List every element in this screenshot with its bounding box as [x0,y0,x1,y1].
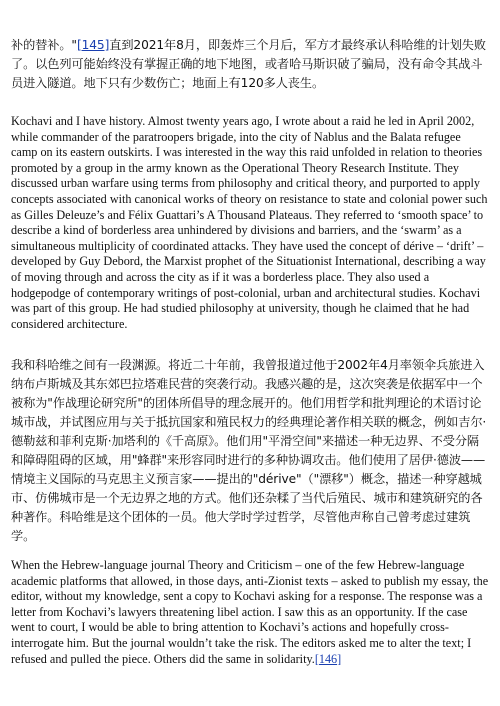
footnote-link-145[interactable]: [145] [76,38,110,52]
paragraph-english-2 [11,558,489,667]
paragraph-text: 补的替补。" [11,38,77,52]
paragraph-text: 直到2021年8月，即轰炸三个月后，军方才最终承认科哈维的计划失败了。以色列可能始终没有掌握正确的地下地图，或者哈马斯识破了骗局，没有命令其战斗员进入隧道。地下只有少数伤亡；地面上有120多人丧生。 [11,38,486,90]
paragraph-chinese-1 [11,36,489,93]
footnote-link-146[interactable]: [146] [314,651,342,666]
paragraph-chinese-2: 我和科哈维之间有一段渊源。将近二十年前，我曾报道过他于2002年4月率领伞兵旅进入纳布卢斯城及其东郊巴拉塔难民营的突袭行动。我感兴趣的是，这次突袭是依据军中一个被称为"作战理论研究所"的团体所倡导的理念展开的。他们用哲学和批判理论的术语讨论城市战，并试图应用与关于抵抗国家和殖民权力的经典理论著作相关联的概念，例如吉尔·德勒兹和菲利克斯·加塔利的《千高原》。他们用"平滑空间"来描述一种无边界、不受分隔和障碍阻碍的区域，用"蜂群"来形容同时进行的多种协调攻击。他们使用了居伊·德波——情境主义国际的马克思主义预言家——提出的"dérive"（"漂移"）概念，描述一种穿越城市、仿佛城市是一个无边界之地的方式。他们还杂糅了当代后殖民、城市和建筑研究的各种著作。科哈维是这个团体的一员。他大学时学过哲学，尽管他声称自己曾考虑过建筑学。 [11,358,487,543]
paragraph-english-1: Kochavi and I have history. Almost twenty years ago, I wrote about a raid he led in April 2002, while commander of the paratroopers brigade, into the city of Nablus and the Balata refugee camp on its eastern outskirts. I was interested in the way this raid unfolded in relation to theories promoted by a group in the army known as the Operational Theory Research Institute. They discussed urban warfare using terms from philosophy and critical theory, and purported to apply concepts associated with canonical works of theory on resistance to state and colonial power such as Gilles Deleuze’s and Félix Guattari’s A Thousand Plateaus. They referred to ‘smooth space’ to describe a kind of borderless area unhindered by divisions and barriers, and the ‘swarm’ as a simultaneous multiplicity of coordinated attacks. They have used the concept of dérive – ‘drift’ – developed by Guy Debord, the Marxist prophet of the Situationist International, describing a way of moving through and across the city as if it was a borderless place. They also used a hodgepodge of contemporary writings of post-colonial, urban and architectural studies. Kochavi was part of this group. He had studied philosophy at university, though he claimed that he had considered architecture. [11,114,488,331]
paragraph-text: When the Hebrew-language journal Theory and Criticism – one of the few Hebrew-language academic platforms that allowed, in those days, anti-Zionist texts – asked to publish my essay, the editor, without my knowledge, sent a copy to Kochavi asking for a response. The response was a letter from Kochavi’s lawyers threatening libel action. I saw this as an opportunity. If the case went to court, I would be able to bring attention to Kochavi’s actions and hopefully cross-interrogate him. But the journal wouldn’t take the risk. The editors asked me to alter the text; I refused and pulled the piece. Others did the same in solidarity. [11,558,489,666]
